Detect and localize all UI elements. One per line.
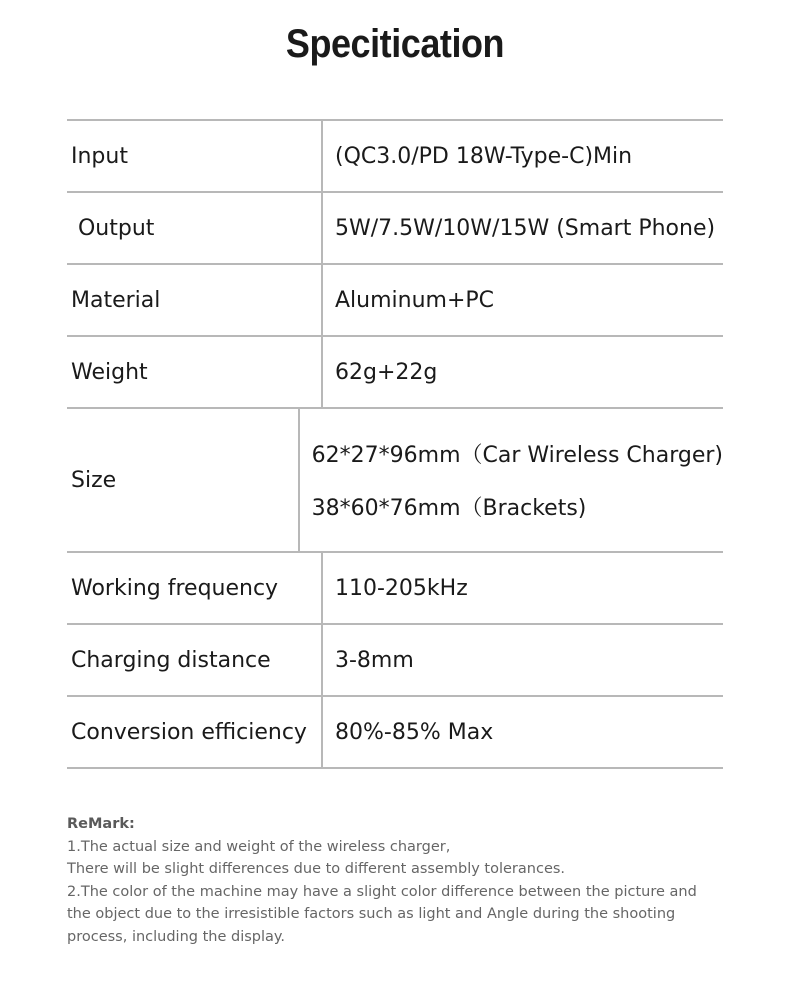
spec-label: Size: [67, 409, 300, 551]
spec-value-cell: [323, 121, 723, 191]
spec-value: Aluminum+PC: [335, 287, 495, 313]
spec-value: 38*60*76mm（Brackets): [311, 496, 587, 521]
spec-value-cell: [323, 697, 723, 767]
spec-value: 62*27*96mm（Car Wireless Charger): [311, 443, 723, 468]
remark-line: the object due to the irresistible factors such as light and Angle during the shooting: [67, 906, 676, 922]
remark-title: ReMark:: [67, 816, 135, 832]
spec-value: 5W/7.5W/10W/15W (Smart Phone): [335, 215, 716, 241]
spec-value-cell: [300, 409, 723, 551]
spec-label: Weight: [67, 337, 323, 407]
spec-label: Working frequency: [67, 553, 323, 623]
spec-row-input: [67, 121, 723, 193]
spec-row-material: [67, 265, 723, 337]
spec-row-output: [67, 193, 723, 265]
spec-row-working-frequency: [67, 553, 723, 625]
spec-value-cell: [323, 553, 723, 623]
page-title: Specitication: [285, 22, 505, 66]
remark-line: There will be slight differences due to different assembly tolerances.: [67, 861, 566, 877]
spec-value-cell: [323, 625, 723, 695]
spec-label: Material: [67, 265, 323, 335]
spec-value: (QC3.0/PD 18W-Type-C)Min: [335, 143, 633, 169]
spec-label: Input: [67, 121, 323, 191]
spec-value-cell: [323, 193, 723, 263]
spec-value: 62g+22g: [335, 359, 438, 385]
spec-table: [67, 119, 723, 769]
spec-value: 80%-85% Max: [335, 719, 494, 745]
spec-value-cell: [323, 337, 723, 407]
spec-label: Charging distance: [67, 625, 323, 695]
spec-value: 3-8mm: [335, 647, 414, 673]
remark-line: 2.The color of the machine may have a slight color difference between the picture and: [67, 883, 697, 900]
spec-label: Conversion efficiency: [67, 697, 323, 767]
spec-row-size: [67, 409, 723, 553]
spec-label: Output: [67, 193, 323, 263]
remark-line: 1.The actual size and weight of the wireless charger,: [67, 838, 451, 855]
spec-row-weight: [67, 337, 723, 409]
spec-row-charging-distance: [67, 625, 723, 697]
spec-row-conversion-efficiency: [67, 697, 723, 769]
remark-line: process, including the display.: [67, 928, 286, 945]
spec-value: 110-205kHz: [335, 575, 468, 601]
remark-section: [67, 813, 747, 948]
spec-value-cell: [323, 265, 723, 335]
